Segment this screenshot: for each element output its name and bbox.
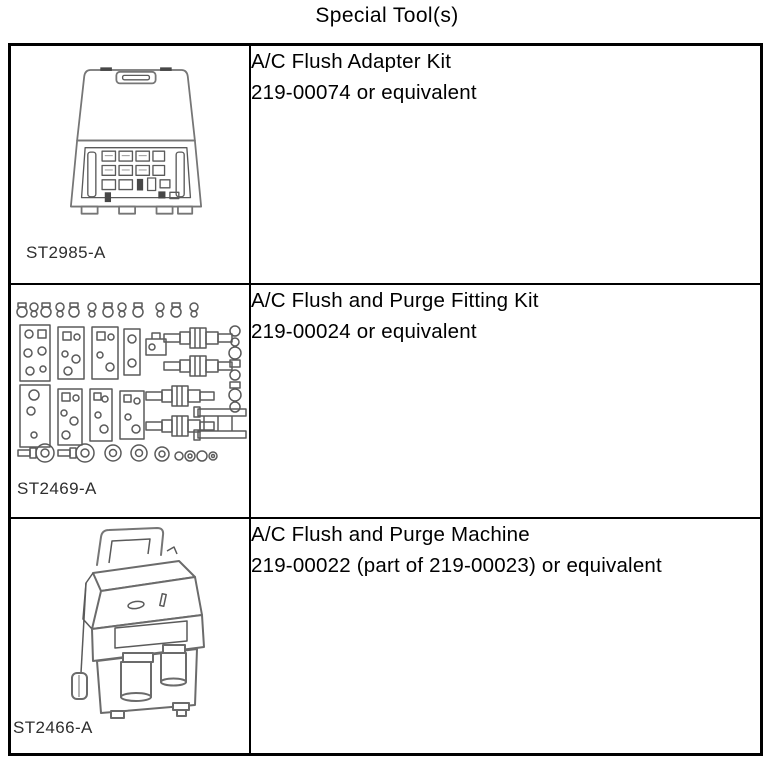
- machine-text-cell: [250, 518, 762, 755]
- adapter-kit-text-cell: [250, 45, 762, 285]
- tool-id-label: ST2469-A: [17, 479, 97, 498]
- ac-flush-and-purge-machine-illustration: [39, 525, 234, 720]
- special-tools-table: [8, 43, 763, 756]
- table-row-machine: [10, 518, 762, 755]
- tool-part-number: 219-00074 or equivalent: [251, 81, 477, 104]
- tool-part-number: 219-00022 (part of 219-00023) or equivalent: [251, 554, 662, 577]
- ac-flush-adapter-kit-illustration: [51, 62, 221, 236]
- table-row-fitting-kit: [10, 284, 762, 518]
- tool-name: A/C Flush and Purge Machine: [251, 523, 530, 546]
- tool-part-number: 219-00024 or equivalent: [251, 320, 477, 343]
- machine-image-cell: [10, 518, 251, 755]
- adapter-kit-image-cell: [10, 45, 251, 285]
- tool-id-label: ST2466-A: [13, 718, 93, 737]
- tool-name: A/C Flush Adapter Kit: [251, 50, 452, 73]
- ac-flush-and-purge-fitting-kit-illustration: [14, 297, 247, 469]
- table-row-adapter-kit: [10, 45, 762, 285]
- page-title: Special Tool(s): [315, 4, 459, 27]
- tool-id-label: ST2985-A: [26, 243, 106, 262]
- tool-name: A/C Flush and Purge Fitting Kit: [251, 289, 539, 312]
- fitting-kit-image-cell: [10, 284, 251, 518]
- fitting-kit-text-cell: [250, 284, 762, 518]
